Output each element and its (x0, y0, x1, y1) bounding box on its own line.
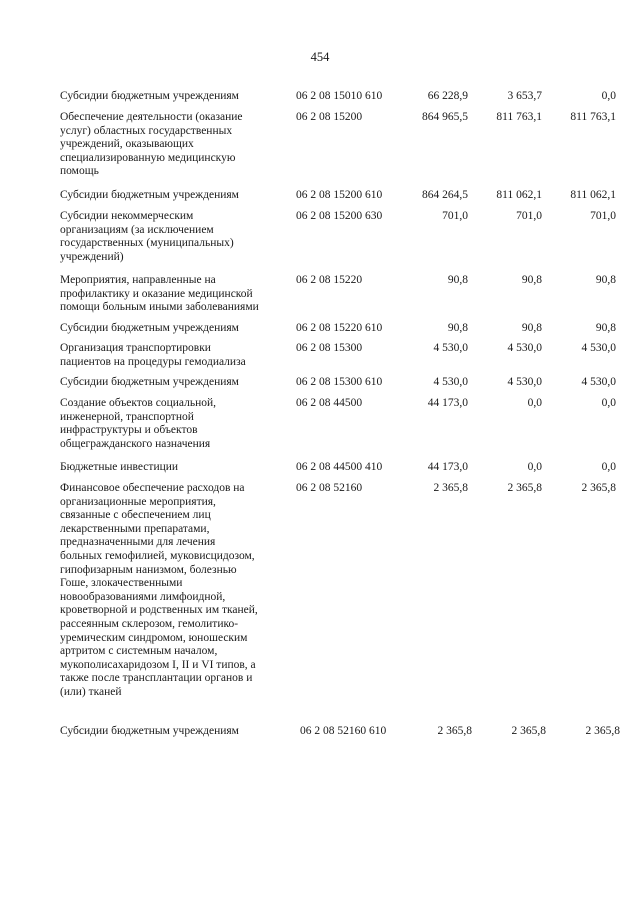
row-code: 06 2 08 52160 610 (300, 725, 387, 737)
row-value-1: 66 228,9 (427, 90, 468, 102)
row-name: Субсидии некоммерческим организациям (за исключением государственных (муниципальных) учреждений) (60, 210, 234, 263)
row-code: 06 2 08 15200 610 (296, 189, 383, 201)
row-value-1: 44 173,0 (427, 461, 468, 473)
row-value-1: 864 965,5 (422, 111, 468, 123)
row-value-1: 864 264,5 (422, 189, 468, 201)
row-name: Финансовое обеспечение расходов на организационные мероприятия, связанные с обеспечением лиц лекарственными препаратами, предназначенными для лечения больных гемофилией, муковисцидозом, гипофизарным нанизмом, болезнью Гоше, злокачественными новообразованиями лимфоидной, кроветворной и родственных им тканей, рассеянным склерозом, гемолитико- уремическим синдромом, юношеским артритом с системным началом, мукополисахаридозом I, II и VI типов, а также после трансплантации органов и (или) тканей (60, 482, 258, 698)
row-name: Субсидии бюджетным учреждениям (60, 376, 239, 388)
table-row (0, 397, 640, 450)
row-value-1: 44 173,0 (427, 397, 468, 409)
table-row (0, 342, 640, 368)
row-name: Мероприятия, направленные на профилактику и оказание медицинской помощи больным иными заболеваниями (60, 274, 259, 314)
table-row (0, 322, 640, 336)
row-name: Создание объектов социальной, инженерной, транспортной инфраструктуры и объектов общегражданского назначения (60, 397, 217, 450)
row-value-3: 90,8 (595, 274, 616, 286)
row-value-1: 90,8 (447, 274, 468, 286)
row-code: 06 2 08 44500 410 (296, 461, 383, 473)
row-value-3: 811 763,1 (570, 111, 616, 123)
row-value-2: 701,0 (516, 210, 542, 222)
row-code: 06 2 08 15010 610 (296, 90, 383, 102)
row-value-1: 701,0 (442, 210, 468, 222)
row-name: Субсидии бюджетным учреждениям (60, 90, 239, 102)
row-value-2: 90,8 (521, 274, 542, 286)
row-value-2: 811 062,1 (496, 189, 542, 201)
row-value-3: 2 365,8 (585, 725, 620, 737)
row-value-2: 2 365,8 (507, 482, 542, 494)
row-code: 06 2 08 15300 610 (296, 376, 383, 388)
table-row (0, 376, 640, 390)
row-value-2: 4 530,0 (507, 376, 542, 388)
row-name: Организация транспортировки пациентов на процедуры гемодиализа (60, 342, 246, 368)
row-code: 06 2 08 15220 (296, 274, 363, 286)
row-code: 06 2 08 15200 (296, 111, 363, 123)
table-row (0, 111, 640, 178)
row-value-1: 90,8 (447, 322, 468, 334)
row-value-3: 701,0 (590, 210, 616, 222)
row-code: 06 2 08 15300 (296, 342, 363, 354)
row-code: 06 2 08 15200 630 (296, 210, 383, 222)
row-value-3: 4 530,0 (581, 376, 616, 388)
row-code: 06 2 08 15220 610 (296, 322, 383, 334)
row-name: Субсидии бюджетным учреждениям (60, 322, 239, 334)
row-name: Бюджетные инвестиции (60, 461, 179, 473)
row-value-3: 2 365,8 (581, 482, 616, 494)
row-value-2: 90,8 (521, 322, 542, 334)
row-name: Субсидии бюджетным учреждениям (60, 189, 239, 201)
table-row (0, 90, 640, 104)
row-value-3: 4 530,0 (581, 342, 616, 354)
row-name: Обеспечение деятельности (оказание услуг) областных государственных учреждений, оказывающих специализированную медицинскую помощь (60, 111, 243, 178)
table-row (0, 210, 640, 263)
row-value-1: 2 365,8 (437, 725, 472, 737)
row-value-3: 90,8 (595, 322, 616, 334)
table-row (0, 461, 640, 475)
row-value-3: 0,0 (601, 397, 616, 409)
row-value-3: 0,0 (601, 461, 616, 473)
row-value-1: 2 365,8 (433, 482, 468, 494)
table-row (0, 274, 640, 314)
table-row (0, 725, 640, 739)
row-code: 06 2 08 44500 (296, 397, 363, 409)
row-value-1: 4 530,0 (433, 376, 468, 388)
row-value-3: 811 062,1 (570, 189, 616, 201)
row-value-2: 2 365,8 (511, 725, 546, 737)
page-number: 454 (310, 50, 330, 64)
row-value-2: 4 530,0 (507, 342, 542, 354)
row-value-2: 0,0 (527, 461, 542, 473)
row-value-3: 0,0 (601, 90, 616, 102)
row-value-2: 811 763,1 (496, 111, 542, 123)
table-row (0, 482, 640, 698)
row-value-2: 3 653,7 (507, 90, 542, 102)
table-row (0, 189, 640, 203)
row-name: Субсидии бюджетным учреждениям (60, 725, 239, 737)
row-code: 06 2 08 52160 (296, 482, 363, 494)
row-value-1: 4 530,0 (433, 342, 468, 354)
row-value-2: 0,0 (527, 397, 542, 409)
